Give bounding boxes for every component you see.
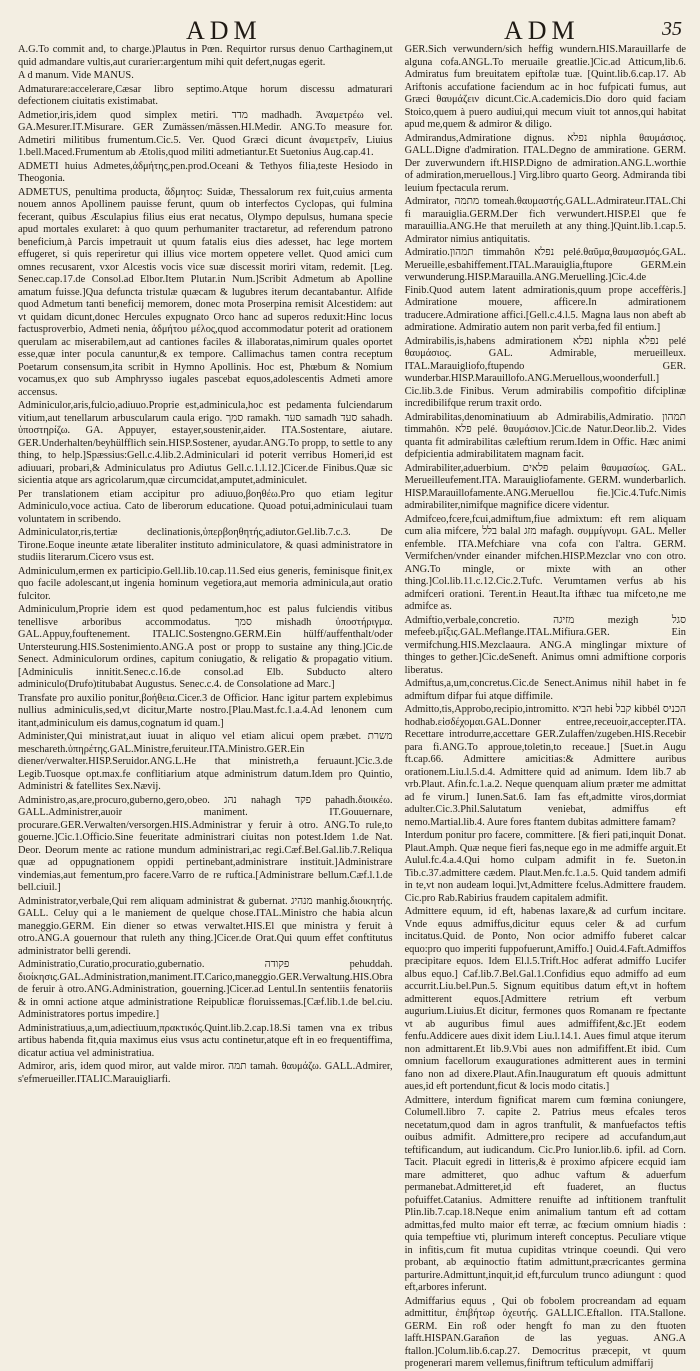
dictionary-entry: Admirabiliter,aduerbium. פלאים pelaim θαυμασίως. GAL. Merueilleufement.ITA. Marauigliofamente. GERM. wunderbarlich. HISP.Marauillofamente.ANG.Meruellou fie.]Cic.4.Tufc.Nimis admirabiliter,nimifque magnifice dicere videntur.	[404, 462, 686, 511]
header-right-word: ADM	[504, 16, 580, 45]
right-column	[404, 44, 687, 1369]
dictionary-entry: Admirabilitas,denominatiuum ab Admirabilis,Admiratio. תמהון timmahôn. פלא pelé. θαυμάσιον.]Cic.de Natur.Deor.lib.2. Vides quanta fit admirabilitas cæleftium rerum.Idem in Offic. Hæc animi defpicientia admirabilitatem magnam facit.	[404, 411, 686, 460]
dictionary-entry: Admirandus,Admiratione dignus. נפלא niphla θαυμάσιος. GALL.Digne d'admiration. ITAL.Degno de ammiratione. GERM. Der zuverwundern ift.HISP.Digno de admiration.ANG.L.worthie of admiration,meruellous.] Virg.libro quarto Georg. Admiranda tibi leuium fpectacula rerum.	[404, 132, 686, 194]
dictionary-entry: Interdum ponitur pro facere, committere. [& fieri pati,inquit Donat. Plaut.Amph. Quæ neque fieri fas,neque ego in me admiffe arguit.Et Aulul.fc.4.a.4.Qui homo culpam admifit in fe. Sueton.in Tib.c.37.admittere cædem. Plaut.Men.fc.1.a.5. Quid tandem admifi in te,vt non audeam loqui.]vt,Admittere fcelus.Admittere fraudem. Cic.pro Rab.Rabirius fraudem capitalem admifit.	[404, 830, 686, 904]
dictionary-entry: Admittere equum, id eft, habenas laxare,& ad curfum incitare. Vnde equus admiffus,dicitur equus celer & ad curfum incitatus.Quid. de Ponto, Non ocior admiffo fuberet calcar equo:pro quo imperiti fuppofuerunt,Amiffo.] Ouid.4.Faft.Admiffos præcipitare equos. Idem El.l.5.Trift.Hoc adferat admiffo Lucifer albus equo.] Caf.lib.7.Bel.Gal.1.Confidius equo admiffo ad eum accurrit.Liu.bel.Pun.5. Signum equitibus datum eft,vt in hoftem admitterent equos.[Admittere retrium eft verbum augurium.Liuius.Et dicitur, fermones quos Romanam re fpectante vt ab auguribus fimul aues admiffifent,&c.]Et eodem fenfu.Addicere aues dixit idem Liu.l.14.1. Aues fimul atque iterum non admittarent.Et lib.9.Vbi aues non admififfent.Et ibid. Cum omnium facellorum exaugurationes admitterent aues in termini fano non ad dixere.Plaut.Afin.Inauguratum eft quouis admittunt aues,id eft portendunt,ficut & locis modo citatis.]	[404, 906, 686, 1092]
dictionary-entry: Administer,Qui ministrat,aut iuuat in aliquo vel etiam alicui opem præbet. משרת meschareth.ὑπηρέτης.GAL.Ministre,feruiteur.ITA.Ministro.GER.Ein diener/verwalter.HISP.Seruidor.ANG.L.He that ministreth,a feruaunt.]Cic.3.de Legib.Tuosque opt.max.fe conflitiarium atque administrum datum.Idem pro Quintio, Administri & fatellites Sex.Nævij.	[18, 731, 393, 792]
dictionary-entry: ADMETUS, penultima producta, ἄδμητος: Suidæ, Thessalorum rex fuit,cuius armenta nouem annos Apollinem pauisse ferunt, quum ob interfectos Cyclopas, qui fulmina fecerant, quibus Æsculapius filius eius erat necatus, Olympo depulsus, humana specie apud mortales exularet: à quo quum perhumaniter tractaretur, ad referendum patrono beneficium,à Parcis impetrauit ut quum fatalis eius dies adesset, hac lege mortem effugeret, si quis reperiretur qui illius vice mortem oppetere vellet. Quod amici cum omnes recusarent, vxor Alcestis vocis vice suæ discessit moriri vitam, redemit. [Leg. Senec.cap.17.de Consol.ad Elbor.Item Plutar.in Num.]Scribit Admetum ab Apolline amatum fuisse.]Qua defuncta tristulæ quæcam & lugubres iterum decantabantur. Alfide quod Admetum tanti beneficij memorem, donec mota Proserpina remisit Alcestidem: aut vt quidam dicunt,donec Hercules expugnato Orco hanc ad superos reduxit:Hinc locus factusproverbio, Admeti nenia, ἀδμήτου μέλος,quod accommodatur poterit ad orationem querulam ac miserabilem,aut ad cantiones faciles & illaboratas,nimirum quales oportet esse,quæ inter pocula canuntur,& ex tempore. Callimachus tamen contra receptum Poetarum consensum,ita scribit in Hymno Apollinis. Hoc est, Phœbum & Nomium vocamus,ex quo sub Amphrysso iugales pascebat equos,adolescentis Admeti amore accensus.	[18, 186, 393, 398]
dictionary-entry: A.G.To commit and, to charge.)Plautus in Pœn. Requirtor rursus denuo Carthaginem,ut quid admandare vultis,aut curarier:argentum mihi quit defert,nugas egerit.	[18, 44, 393, 68]
dictionary-entry: Admiftus,a,um,concretus.Cic.de Senect.Animus nihil habet in fe admiftum difpar fui atque diffimile.	[404, 678, 686, 702]
dictionary-entry: Admiffarius equus , Qui ob fobolem procreandam ad equam admittitur, ἐπιβήτωρ ὀχευτής. GALLIC.Eftallon. ITA.Stallone. GERM. Ein roß oder hengft fo man zu den ftuoten lafft.HISPAN.Garañon de las yeguas. ANG.A ftallon.]Colum.lib.6.cap.27. Democritus præcepit, vt quum progenerari marem vellemus,finiftrum tefticulum admiffarij	[404, 1295, 686, 1369]
dictionary-entry: Admiftio,verbale,concretio. מזיגה mezigh סגל mefeeb.μῖξις.GAL.Meflange.ITAL.Mifiura.GER. Ein vermifchung.HIS.Mezclaaura. ANG.A minglingar mixture of thinges to gether.]Cic.deSeneft. Animus omni admiftione corporis liberatus.	[404, 614, 687, 676]
dictionary-entry: Admitto,tis,Approbo,recipio,intromitto. הביא hebi קבל kibbél הכניס hodhab.εἰσδέχομαι.GAL.Donner entree,receuoir,accepter.ITA. Recettare introdurre,accettare GER.Zulaffen/zugeben.HIS.Recebir para fi.ANG.To approue,toletin,to receaue.] [Suet.in Augu ft.cap.66. Admittere amicitias:& Admittere auribus orationem.Liu.l.5.d.4. Admittere quid ad animum. Idem lib.7 ab vrb.Plaut. Afin.fc.1.a.2. Neque quenquam alium præter me admittat ad fe virum.] Iunen.Sat.6. Iam fas eft,admitte viros,dormiat adulter.Cic.3.Phil.Salutatum veniebat, admiffus eft nemo.Martial.lib.4. Aure fores ftantem dubitas admittere famam?	[404, 704, 686, 828]
dictionary-entry: Adminiculum,ermen ex participio.Gell.lib.10.cap.11.Sed eius generis, feminisque finit,ex quo facile adolescant,ut ingenia hominum vegetiora,aut memoria adminicula,aut oratio fulcitor.	[18, 565, 393, 602]
dictionary-entry: Admiror, aris, idem quod miror, aut valde miror. תמה tamah. θαυμάζω. GALL.Admirer, s'efmerueiller.ITALIC.Marauigliarfi.	[18, 1061, 393, 1085]
dictionary-entry: Per translationem etiam accipitur pro adiuuo,βοηθέω.Pro quo etiam legitur Adminiculo,voce actiua. Cato de liberorum educatione. Quoad potui,adminiculaui tuam voluntatem in scribendo.	[18, 488, 393, 525]
dictionary-entry: Admittere, interdum fignificat marem cum fœmina coniungere, Columell.libro 7. capite 2. Patrius meus efcales teros necetatum,quod dam in agros tranftulit, & manfuefactos teftis ouibus admifit. Admittere,pro recipere ad accufandum,aut teftificandum, aut iudicandum. Cic.Pro Iunior.lib.6. ipfil. ad Corn. Tacit. Placuit egredi in litteris,& è proximo afpicere ecquid iam mare admitteret, quo adhuc vaftum & aduerfum permanebat.Admitteret,id eft fuaderet, an fluctus pofuiffet.Catanius. Admittere renuifte ad inftitionem tranftulit Plin.lib.7.cap.18.Neque enim animalium tantum eft ad cottam admittas,fed multo maior eft terræ, ac fœcium omnium hiadis : quia tempeftiue vti, plurimum intereft conceptus. Peculiare vtique in infitis,cum fit mutua cupiditas vtrinque coeundi. Qui vero probant, ab æquinoctio ftatim admittunt,præcricantes germina parturire.Admittunt,inquit,id eft,furculum trunco adiungunt : quod eft,arbores inferunt.	[404, 1094, 686, 1293]
running-header	[18, 10, 686, 44]
dictionary-entry: Admiratio.תמהון timmahôn נפלא pelé.θαῦμα,θαυμασμός.GAL. Merueille,esbahiffement.ITAL.Marauiglia,ftupore GERM.ein verwunderung.HISP.Marauilla.ANG.Meruelling.]Cic.4.de Finib.Quod autem latent admirationis,quum prope acceffèris.] Admiratione mouere, afficere.In admirationem traducere.Admiratione affici.[Gell.c.4.l.5. Magna laus non abeft ab admiratione. Admiratio autem non parit verba,fed fil entium.]	[404, 247, 686, 333]
dictionary-entry: GER.Sich verwundern/sich heffig wundern.HIS.Marauillarfe de alguna cofa.ANGL.To meruaile greatlie.]Cic.ad Atticum,lib.6. Admiratus fum breuitatem epiftolæ tuæ. [Quint.lib.6.cap.17. Ab Ariftonis accufatione faciendum ac in hoc fufpicati fumus, aut Græci θαυμάζειν dicunt.Cic.A.cademicis.Dio doro quid faciam Stoico,quem à puero audiui,qui mecum viuit tot annos,qui habitat apud me,quem & admiror & diligo.	[404, 44, 686, 130]
dictionary-entry: ADMETI huius Admetes,ἀδμήτης,pen.prod.Oceani & Tethyos filia,teste Hesiodo in Theogonia.	[18, 160, 393, 184]
dictionary-entry: Adminiculum,Proprie idem est quod pedamentum,hoc est palus fulciendis vitibus tenellisve arboribus accommodatus. סמך mishadh ὑποστήριγμα. GAL.Appuy,fouftenement. ITALIC.Sostengno.GERM.Ein hülff/auffenthalt/oder Untersteurung.HIS.Sostenimiento.ANG.A post or propp to sustaine any thing.]Cic.de Senect. Adminiculorum ordines, capitum coniugatio, & religatio & propagatio vitium. [Adminiculis innitit.Senec.c.16.de consol.ad Elb. Subducto altero adminiculo(Drufo)titubabat Augustus. Senec.c.4. de Consolatione ad Marc.]	[18, 604, 393, 690]
left-column	[18, 44, 393, 1110]
text-columns	[18, 44, 687, 1369]
page-number: 35	[662, 18, 682, 40]
dictionary-entry: Adminiculator,ris,tertiæ declinationis,ὑπερβοηθητής,adiutor.Gel.lib.7.c.3. De Tirone.Eoque ineunte ætate liberaliter instituto adminiculatore, & quasi administratore in studiis literarum.Cicero vsus est.	[18, 527, 393, 563]
dictionary-entry: A d manum. Vide MANUS.	[18, 70, 134, 81]
dictionary-entry: Transfate pro auxilio ponitur,βοήθεια.Cicer.3 de Officior. Hanc igitur partem explebimus nullius adminiculis,sed,vt dicitur,Marte nostro.[Plau.Mast.fc.1.a.4.Ad lenonem cum itant,adminiculum eis damus,cognatum id quam.]	[18, 692, 393, 729]
dictionary-entry: Administratio,Curatio,procuratio,gubernatio. פקודה pehuddah. διοίκησις.GAL.Administration,maniment.IT.Carico,maneggio.GER.Verwaltung.HIS.Obra de feruir à otro.ANG.Administration, gouerning.]Cicer.ad Lentul.In sententiis fenatoriis & in omni actione atque administratione Reipublicæ floruissemas.[Cæf.lib.1.de bel.ciu. Administratores portus impedire.]	[18, 959, 393, 1020]
dictionary-entry: Admaturare:accelerare,Cæsar libro septimo.Atque horum discessu admaturari defectionem ciuitatis existimabat.	[18, 83, 393, 107]
dictionary-entry: Administratiuus,a,um,adiectiuum,πρακτικός.Quint.lib.2.cap.18.Si tamen vna ex tribus artibus habenda fit,quia maximus eius vsus actu continetur,atque eft in eo frequentiffima, dicatur actiua vel administratiua.	[18, 1022, 393, 1059]
header-left-word: ADM	[186, 16, 262, 45]
dictionary-entry: Administro,as,are,procuro,guberno,gero,obeo. נהג nahagh פקד pahadh.διοικέω. GALL.Administrer,auoir maniment. IT.Gouuernare, procurare.GER.Verwalten/versorgen.HIS.Administrar y feruir à otro. ANG.To rule,to gouerne.]Cic.1.Officio.Sine feueritate administrari ciuitas non potest.Idem 1.de Nat. Deor. Deorum mente ac ratione mundum administrari,ac regi.Cæf.Bel.Gal.lib.7.Reliqua quæ ad oppugnationem oppidi pertinebant,administrare instituit.]Administrare vindemias,aut fementum,pro facere.Varro de re ruftica.[Administrare bellum.Cæf.l.1.de bell.ciuil.]	[18, 794, 393, 893]
dictionary-entry: Admirator, מתמה tomeah.θαυμαστής.GALL.Admirateur.ITAL.Chi fi marauiglia.GERM.Der fich verwundert.HISP.El que fe marauillia.ANG.He that meruileth at any thing.]Quint.lib.1.cap.5. Admirator nimius antiquitatis.	[404, 196, 687, 245]
dictionary-entry: Adminiculor,aris,fulcio,adiuuo.Proprie est,adminicula,hoc est pedamenta fulciendarum vitium,aut tenellarum arbuscularum caula erigo. סמך ramakh. סעד samadh סעד sahadh. ὑποστηρίζω. GA. Appuyer, estayer,soustenir,aider. ITA.Sostentare, aiutare. GER.Underhalten/beyhülfflich sein.HISP.Sostener, ayudar.ANG.To propp, to settle to any thing, to help.]Spæssius:Gell.c.4.lib.2.Adminiculari id poterit verribus Homeri,id est adiuuari, probari,& Adminiculatus pro Adiutus Gell.c.1.l.12.]Cicer.de Finibus.Quæ sic sicientia atque ars agricolarum,quæ circumcidat,amputet,adminiculet.	[18, 400, 393, 486]
dictionary-entry: Administrator,verbale,Qui rem aliquam administrat & gubernat. מנהיג manhig.διοικητής. GALL. Celuy qui a le maniement de quelque chose.ITAL.Ministro che habia alcun maneggio.GERM. Ein diener so etwas verwaltet.HIS.El que ministra y feruit à otro.ANG.A gouernour that ruleth any thing.]Cicer.de Orat.Qui quum effet conftitutus administrator belli gerendi.	[18, 895, 393, 957]
dictionary-entry: Admirabilis,is,habens admirationem נפלא niphla נפלא pelé θαυμάσιος. GAL. Admirable, merueilleux. ITAL.Marauigliofo,ftupendo GER. wunderbar.HISP.Marauillofo.ANG.Meruellous,woonderfull.] Cic.lib.3.de Finibus. Verum admirabilis compofitio difciplinæ incredibilifque rerum traxit ordo.	[404, 335, 687, 409]
dictionary-entry: Admifceo,fcere,fcui,admiftum,fiue admixtum: eft rem aliquam cum alia mifcere, בלל balal מזג mafagh. συμμίγνυμι. GAL. Meller enfemble. ITA.Mefchiare vna cofa con l'altra. GERM. Vermifchen/vnder einander mifchen.HISP.Mezclar vno con otro. ANG.To mingle, or mixte with an other thing.]Col.lib.11.c.12.Cic.2.Tufc. Verumtamen verfus ab his admifceri orationi. Terent.in Heaut.Ita ifthæc tua mifceto,ne me admifce as.	[404, 513, 687, 612]
dictionary-entry: Admetior,iris,idem quod simplex metiri. מדד madhadh. Ἀναμετρέω vel. GA.Mesurer.IT.Misurare. GER Zumässen/mässen.HI.Medir. ANG.To measure for. Admetiri militibus frumentum.Cic.5. Ver. Quod Græci dicunt ἀναμετρεῖν, Liuius 1.bell.Maced.Frumentum ab Ætolis,quod militi admetiantur.Et Suetonius Aug.cap.41.	[18, 109, 393, 158]
